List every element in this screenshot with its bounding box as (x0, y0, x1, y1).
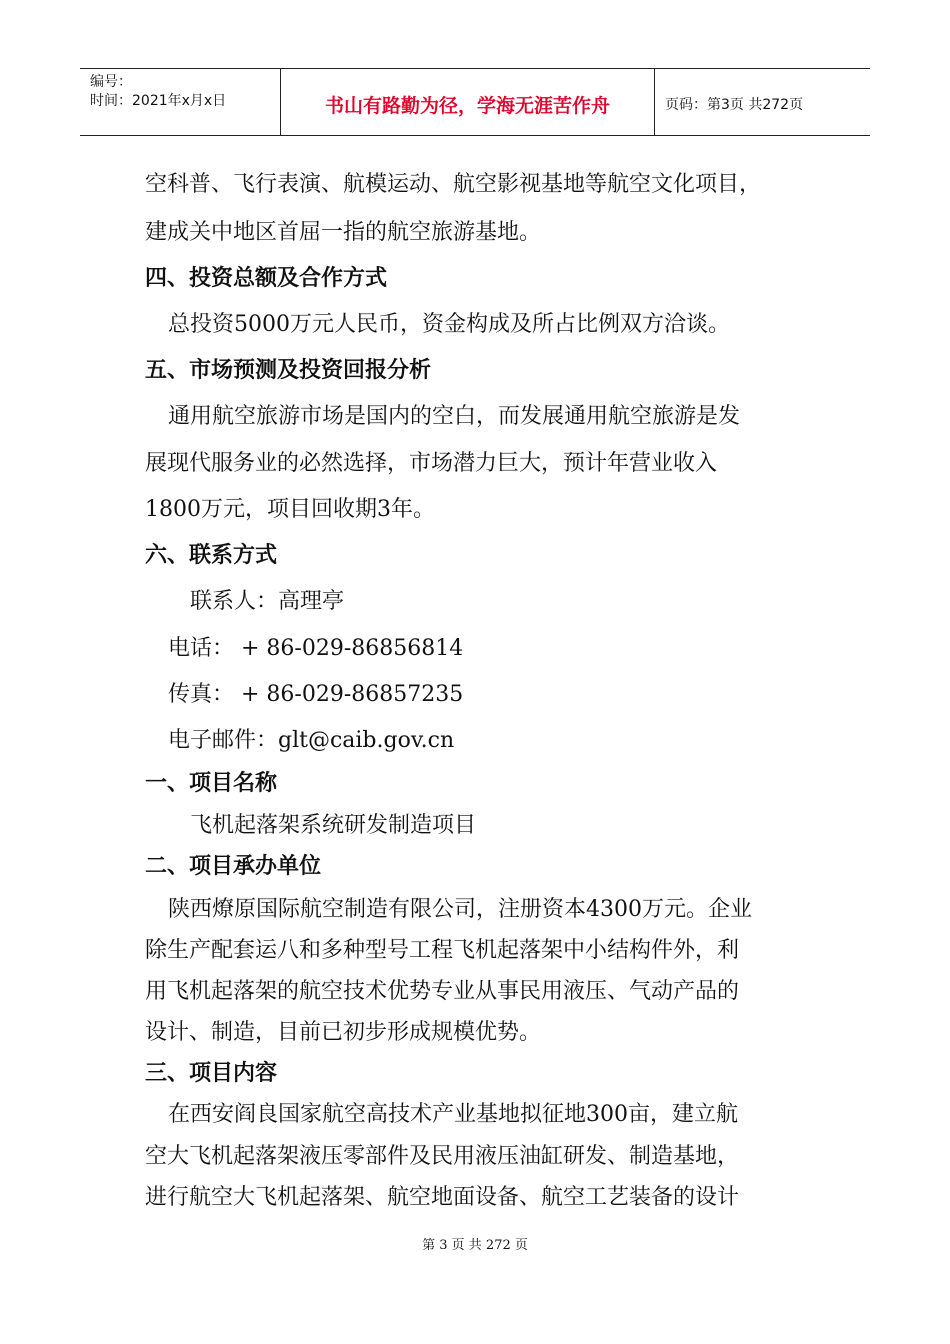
body-line: 建成关中地区首屈一指的航空旅游基地。 (145, 220, 542, 245)
section-heading: 二、项目承办单位 (145, 854, 322, 879)
section-heading: 六、联系方式 (145, 543, 278, 568)
contact-phone: 电话： + 86-029-86856814 (168, 636, 464, 661)
body-line: 总投资5000万元人民币，资金构成及所占比例双方洽谈。 (168, 312, 730, 337)
body-line: 在西安阎良国家航空高技术产业基地拟征地300亩，建立航 (168, 1102, 738, 1127)
body-line: 1800万元，项目回收期3年。 (145, 497, 435, 522)
section-heading: 一、项目名称 (145, 771, 278, 796)
body-line: 空大飞机起落架液压零部件及民用液压油缸研发、制造基地， (145, 1144, 740, 1169)
page-footer: 第 3 页 共 272 页 (422, 1238, 528, 1253)
body-line: 通用航空旅游市场是国内的空白，而发展通用航空旅游是发 (168, 404, 741, 429)
contact-fax: 传真： + 86-029-86857235 (168, 682, 464, 707)
contact-email: 电子邮件：glt@caib.gov.cn (168, 728, 455, 753)
page-header (80, 68, 870, 136)
header-page-number: 页码：第3页 共272页 (665, 97, 804, 113)
contact-person: 联系人：高理亭 (190, 589, 345, 614)
header-motto: 书山有路勤为径，学海无涯苦作舟 (281, 69, 655, 135)
body-line: 设计、制造，目前已初步形成规模优势。 (145, 1020, 542, 1045)
body-line: 展现代服务业的必然选择，市场潜力巨大，预计年营业收入 (145, 451, 718, 476)
project-name: 飞机起落架系统研发制造项目 (190, 813, 477, 838)
body-line: 除生产配套运八和多种型号工程飞机起落架中小结构件外，利 (145, 938, 740, 963)
header-meta (80, 69, 281, 135)
body-line: 陕西燎原国际航空制造有限公司，注册资本4300万元。企业 (168, 897, 752, 922)
body-line: 进行航空大飞机起落架、航空地面设备、航空工艺装备的设计 (145, 1185, 740, 1210)
body-line: 空科普、飞行表演、航模运动、航空影视基地等航空文化项目， (145, 172, 762, 197)
section-heading: 四、投资总额及合作方式 (145, 266, 388, 291)
time-label: 时间：2021年x月x日 (90, 93, 227, 109)
body-line: 用飞机起落架的航空技术优势专业从事民用液压、气动产品的 (145, 979, 740, 1004)
section-heading: 五、市场预测及投资回报分析 (145, 358, 432, 383)
number-label: 编号： (90, 74, 132, 90)
section-heading: 三、项目内容 (145, 1061, 278, 1086)
